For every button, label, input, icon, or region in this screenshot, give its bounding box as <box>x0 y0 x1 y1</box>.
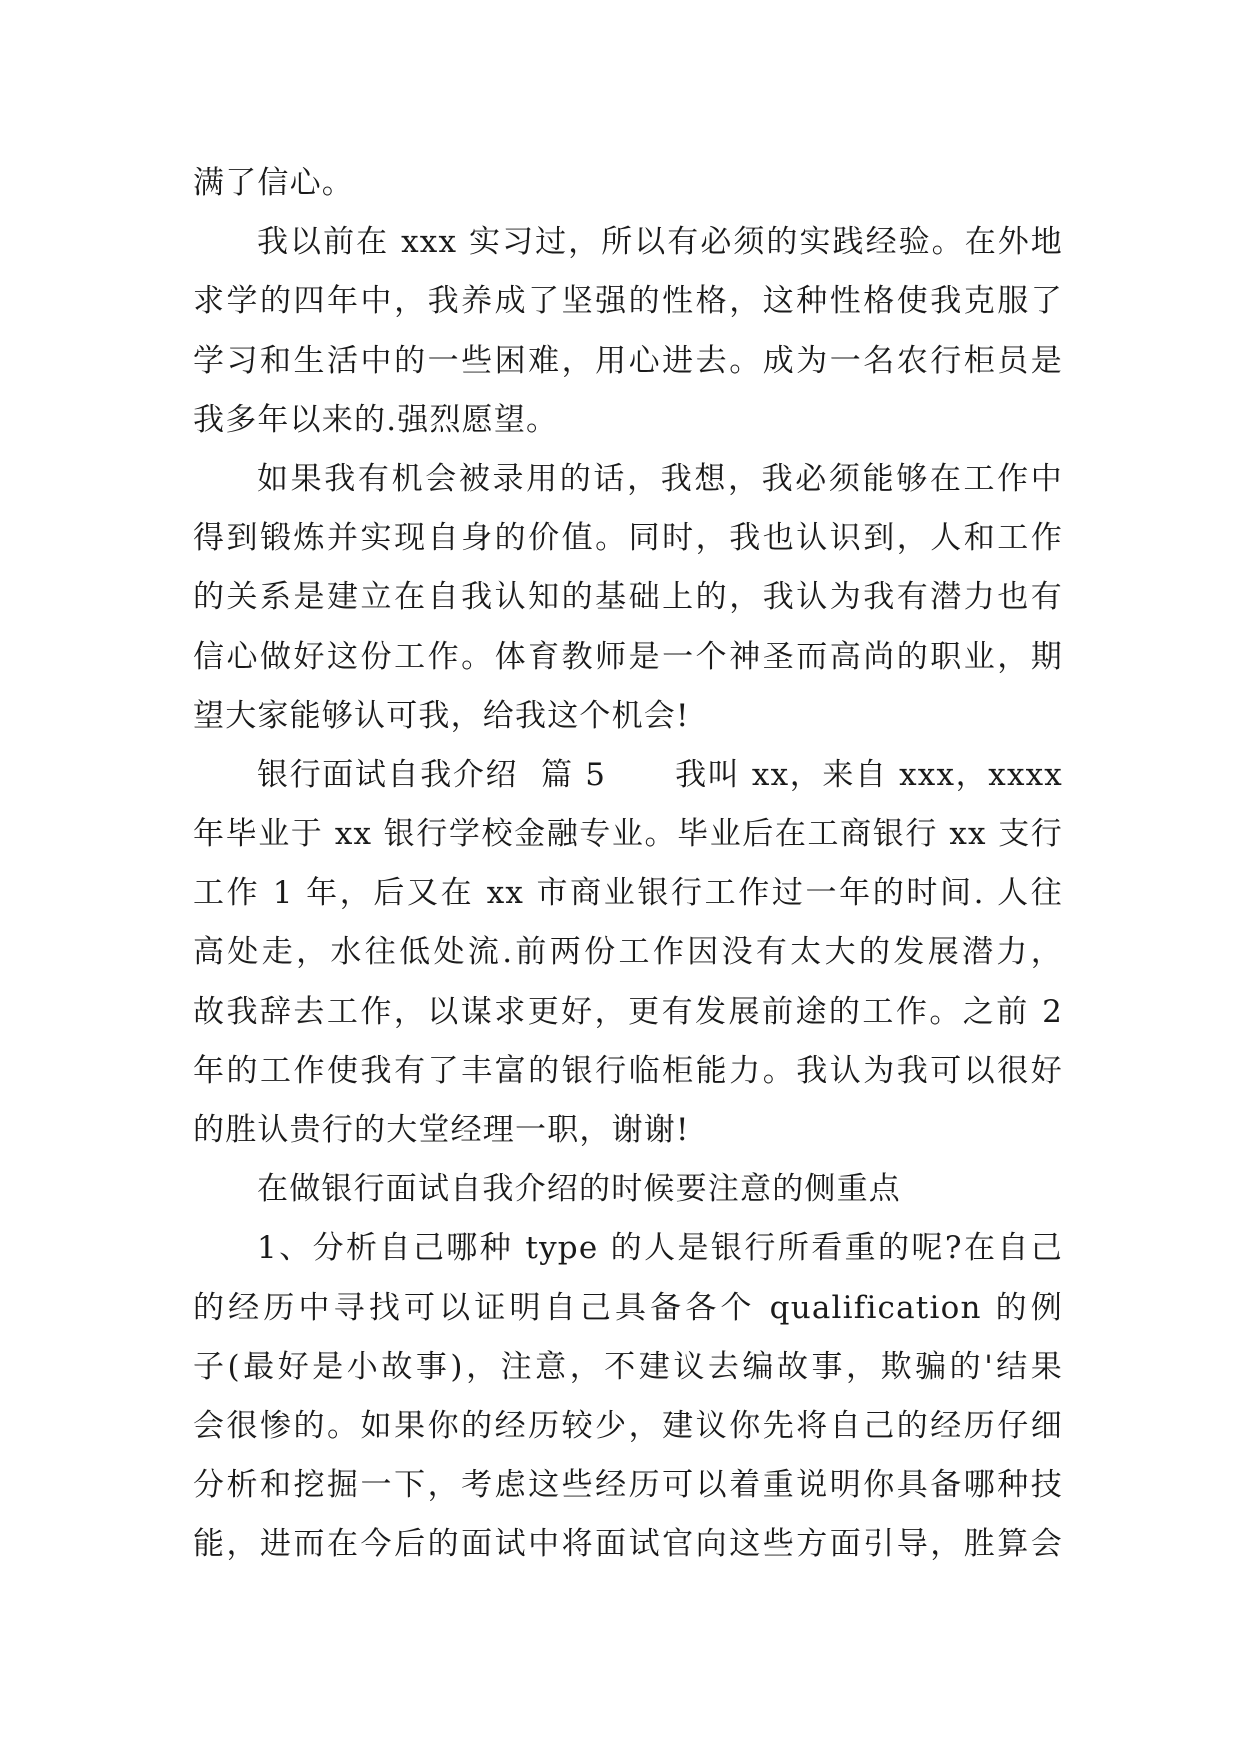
text-line: 在做银行面试自我介绍的时候要注意的侧重点 <box>257 1171 901 1208</box>
text-line: 我多年以来的.强烈愿望。 <box>193 401 559 438</box>
text-line: 信心做好这份工作。体育教师是一个神圣而高尚的职业，期 <box>193 638 1063 675</box>
text-line: 望大家能够认可我，给我这个机会! <box>193 697 690 734</box>
text-line: 1、分析自己哪种 type 的人是银行所看重的呢?在自己 <box>257 1230 1063 1267</box>
text-line: 的胜认贵行的大堂经理一职，谢谢! <box>193 1112 690 1148</box>
text-line: 故我辞去工作，以谋求更好，更有发展前途的工作。之前 2 <box>193 993 1063 1030</box>
text-line: 如果我有机会被录用的话，我想，我必须能够在工作中 <box>257 460 1063 497</box>
text-line: 学习和生活中的一些困难，用心进去。成为一名农行柜员是 <box>193 342 1063 379</box>
text-line: 子(最好是小故事)，注意，不建议去编故事，欺骗的'结果 <box>193 1348 1063 1385</box>
text-line: 年毕业于 xx 银行学校金融专业。毕业后在工商银行 xx 支行 <box>193 816 1063 853</box>
text-line: 得到锻炼并实现自身的价值。同时，我也认识到，人和工作 <box>193 520 1063 557</box>
text-line: 高处走，水往低处流.前两份工作因没有太大的发展潜力， <box>193 934 1063 971</box>
text-line: 年的工作使我有了丰富的银行临柜能力。我认为我可以很好 <box>193 1052 1063 1089</box>
text-line: 能，进而在今后的面试中将面试官向这些方面引导，胜算会 <box>193 1526 1063 1563</box>
text-line: 求学的四年中，我养成了坚强的性格，这种性格使我克服了 <box>193 283 1063 320</box>
text-line: 银行面试自我介绍 篇 5 我叫 xx，来自 xxx，xxxx <box>257 756 1063 793</box>
text-line: 的经历中寻找可以证明自己具备各个 qualification 的例 <box>193 1289 1063 1326</box>
text-line: 工作 1 年，后又在 xx 市商业银行工作过一年的时间. 人往 <box>193 875 1063 912</box>
text-line: 满了信心。 <box>193 165 354 201</box>
text-line: 的关系是建立在自我认知的基础上的，我认为我有潜力也有 <box>193 579 1063 616</box>
text-line: 会很惨的。如果你的经历较少，建议你先将自己的经历仔细 <box>193 1407 1063 1444</box>
text-line: 我以前在 xxx 实习过，所以有必须的实践经验。在外地 <box>257 224 1063 261</box>
text-line: 分析和挖掘一下，考虑这些经历可以着重说明你具备哪种技 <box>193 1467 1063 1504</box>
document-body <box>193 154 1063 1575</box>
